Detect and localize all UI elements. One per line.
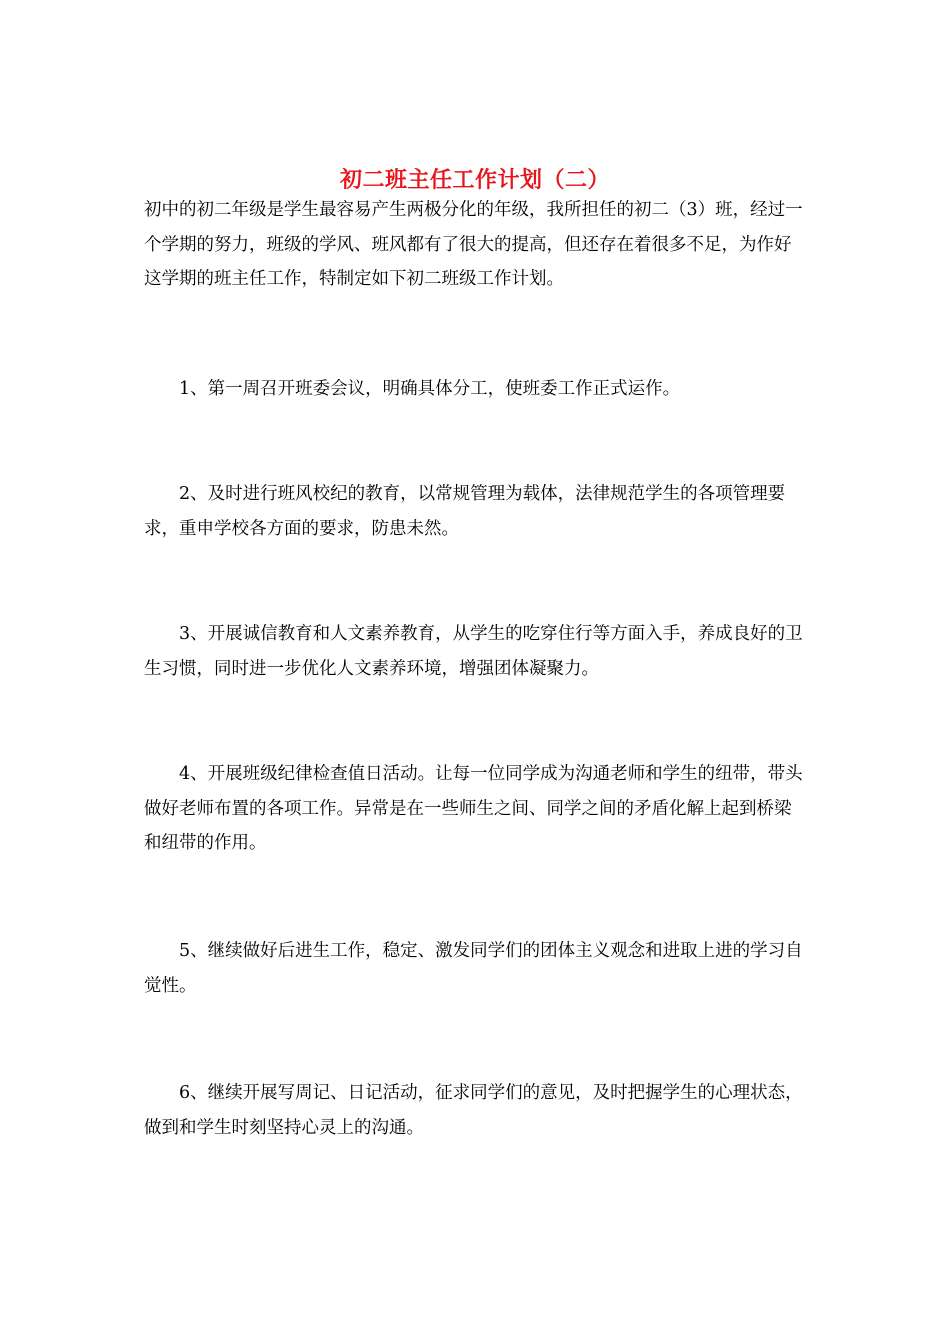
document-title: 初二班主任工作计划（二）	[339, 166, 610, 193]
plan-item-5: 5、继续做好后进生工作，稳定、激发同学们的团体主义观念和进取上进的学习自觉性。	[144, 941, 803, 996]
intro-paragraph: 初中的初二年级是学生最容易产生两极分化的年级，我所担任的初二（3）班，经过一个学期的努力，班级的学风、班风都有了很大的提高，但还存在着很多不足，为作好这学期的班主任工作，特制定如下初二班级工作计划。	[144, 200, 803, 289]
plan-item-1: 1、第一周召开班委会议，明确具体分工，使班委工作正式运作。	[179, 379, 681, 399]
plan-item-4: 4、开展班级纪律检查值日活动。让每一位同学成为沟通老师和学生的纽带，带头做好老师布置的各项工作。异常是在一些师生之间、同学之间的矛盾化解上起到桥梁和纽带的作用。	[144, 764, 803, 853]
plan-item-3: 3、开展诚信教育和人文素养教育，从学生的吃穿住行等方面入手，养成良好的卫生习惯，同时进一步优化人文素养环境，增强团体凝聚力。	[144, 624, 803, 679]
plan-item-2: 2、及时进行班风校纪的教育，以常规管理为载体，法律规范学生的各项管理要求，重申学校各方面的要求，防患未然。	[144, 484, 786, 539]
plan-item-6: 6、继续开展写周记、日记活动，征求同学们的意见，及时把握学生的心理状态，做到和学生时刻坚持心灵上的沟通。	[144, 1083, 803, 1138]
